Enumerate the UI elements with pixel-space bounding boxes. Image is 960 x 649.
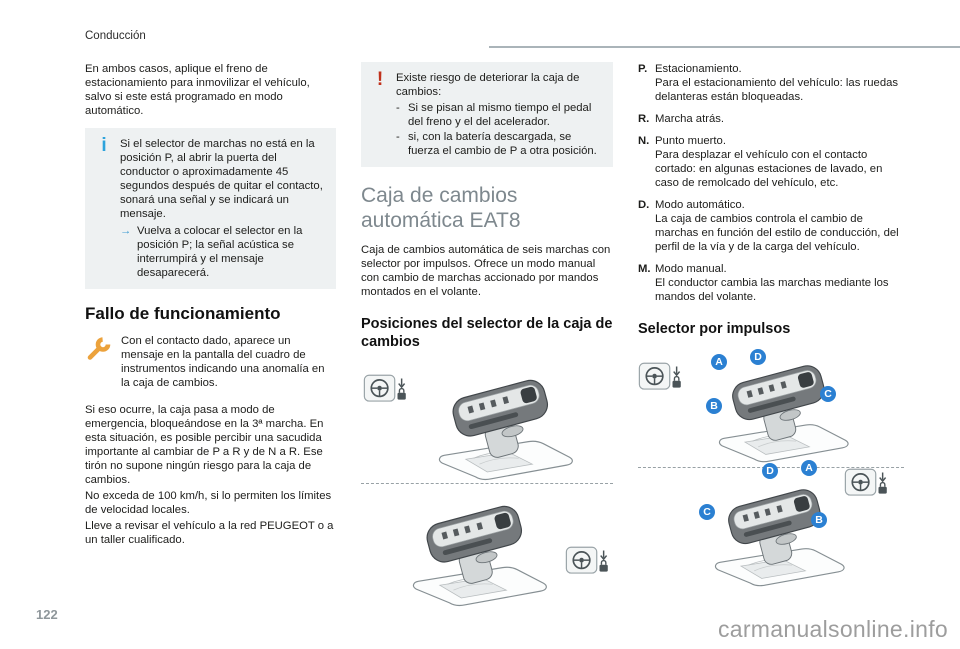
info-box-text: Si el selector de marchas no está en la posición P, al abrir la puerta del conductor o aproximadamente 45 segundos después de quitar el contacto, sonará una señal y se indicará un mensaje.: [120, 138, 323, 220]
column-middle: [361, 62, 613, 593]
position-title: Modo automático.: [655, 199, 745, 211]
position-key: M.: [638, 263, 651, 275]
action-arrow-icon: →: [120, 225, 132, 237]
selector-positions-illustration: [361, 361, 613, 593]
callout-badge-A: A: [801, 460, 817, 476]
warning-box: [361, 62, 613, 167]
position-key: R.: [638, 113, 650, 125]
dash-bullet: -: [396, 131, 400, 143]
warning-item-text: Si se pisan al mismo tiempo el pedal del freno y el del acelerador.: [408, 102, 592, 128]
position-title: Estacionamiento.: [655, 63, 742, 75]
position-item-N: [638, 134, 904, 190]
position-description: El conductor cambia las marchas mediante los mandos del volante.: [655, 277, 889, 303]
wrench-icon: [85, 334, 121, 392]
section-label: Conducción: [85, 30, 146, 42]
column-left: [85, 62, 336, 549]
info-box: [85, 128, 336, 289]
wrench-note: [85, 334, 336, 392]
body-paragraph-2: No exceda de 100 km/h, si lo permiten los límites de velocidad locales.: [85, 490, 332, 516]
position-title: Modo manual.: [655, 263, 727, 275]
callout-badge-D: D: [750, 349, 766, 365]
steering-wheel-icon: [638, 361, 684, 395]
position-description: Para el estacionamiento del vehículo: las ruedas delanteras están bloqueadas.: [655, 77, 899, 103]
warning-box-intro: Existe riesgo de deteriorar la caja de cambios:: [396, 72, 580, 98]
position-item-P: [638, 62, 904, 104]
warning-item-text: si, con la batería descargada, se fuerza el cambio de P a otra posición.: [408, 131, 597, 157]
callout-badge-D: D: [762, 463, 778, 479]
wrench-note-text: Con el contacto dado, aparece un mensaje en la pantalla del cuadro de instrumentos indicando una anomalía en la caja de cambios.: [121, 335, 325, 389]
dashed-divider: [361, 483, 613, 484]
position-item-D: [638, 198, 904, 254]
info-box-body: [120, 137, 328, 280]
position-description: Para desplazar el vehículo con el contacto cortado: en algunas estaciones de lavado, en caso de remolcado del vehículo, etc.: [655, 149, 883, 189]
gear-selector-illustration: [383, 491, 569, 609]
callout-badge-A: A: [711, 354, 727, 370]
body-paragraph-3: Lleve a revisar el vehículo a la red PEUGEOT o a un taller cualificado.: [85, 520, 334, 546]
watermark: carmanualsonline.info: [717, 616, 948, 642]
heading-impulse-selector: Selector por impulsos: [638, 321, 791, 337]
steering-wheel-icon: [565, 545, 611, 579]
impulse-selector-illustration: [638, 349, 904, 581]
position-key: N.: [638, 135, 650, 147]
page-number: 122: [36, 607, 58, 622]
intro-paragraph: En ambos casos, aplique el freno de estacionamiento para inmovilizar el vehículo, salvo si este está programado en modo automático.: [85, 63, 310, 117]
gear-selector-illustration: [686, 475, 866, 589]
callout-badge-C: C: [699, 504, 715, 520]
warning-box-body: [396, 71, 605, 158]
warning-item: [396, 130, 605, 158]
position-title: Marcha atrás.: [655, 113, 725, 125]
dash-bullet: -: [396, 102, 400, 114]
column-right: [638, 62, 904, 581]
steering-wheel-icon: [844, 467, 890, 501]
heading-selector-positions: Posiciones del selector de la caja de cambios: [361, 316, 613, 350]
position-item-R: [638, 112, 904, 126]
info-icon: i: [101, 135, 107, 156]
steering-wheel-icon: [363, 373, 409, 407]
position-description: La caja de cambios controla el cambio de marchas en función del estilo de conducción, del perfil de la vía y de la carga del vehículo.: [655, 213, 899, 253]
warning-item: [396, 101, 605, 129]
heading-eat8: Caja de cambios automática EAT8: [361, 184, 521, 232]
callout-badge-C: C: [820, 386, 836, 402]
heading-malfunction: Fallo de funcionamiento: [85, 304, 281, 323]
gear-selector-illustration: [409, 365, 595, 483]
position-key: P.: [638, 63, 648, 75]
header-rule: [489, 46, 960, 48]
body-paragraph-1: Si eso ocurre, la caja pasa a modo de emergencia, bloqueándose en la 3ª marcha. En esta situación, es posible percibir una sacudida importante al cambiar de P a R y de N a R. Ese tirón no supone ningún riesgo para la caja de cambios.: [85, 404, 324, 486]
position-key: D.: [638, 199, 650, 211]
info-box-action-text: Vuelva a colocar el selector en la posición P; la señal acústica se interrumpirá y el mensaje desaparecerá.: [137, 225, 303, 279]
position-title: Punto muerto.: [655, 135, 726, 147]
callout-badge-B: B: [811, 512, 827, 528]
position-item-M: [638, 262, 904, 304]
warning-icon: !: [376, 69, 384, 90]
callout-badge-B: B: [706, 398, 722, 414]
eat8-description: Caja de cambios automática de seis marchas con selector por impulsos. Ofrece un modo manual con cambio de marchas accionado por mandos montados en el volante.: [361, 244, 611, 298]
info-box-action: [120, 224, 328, 280]
